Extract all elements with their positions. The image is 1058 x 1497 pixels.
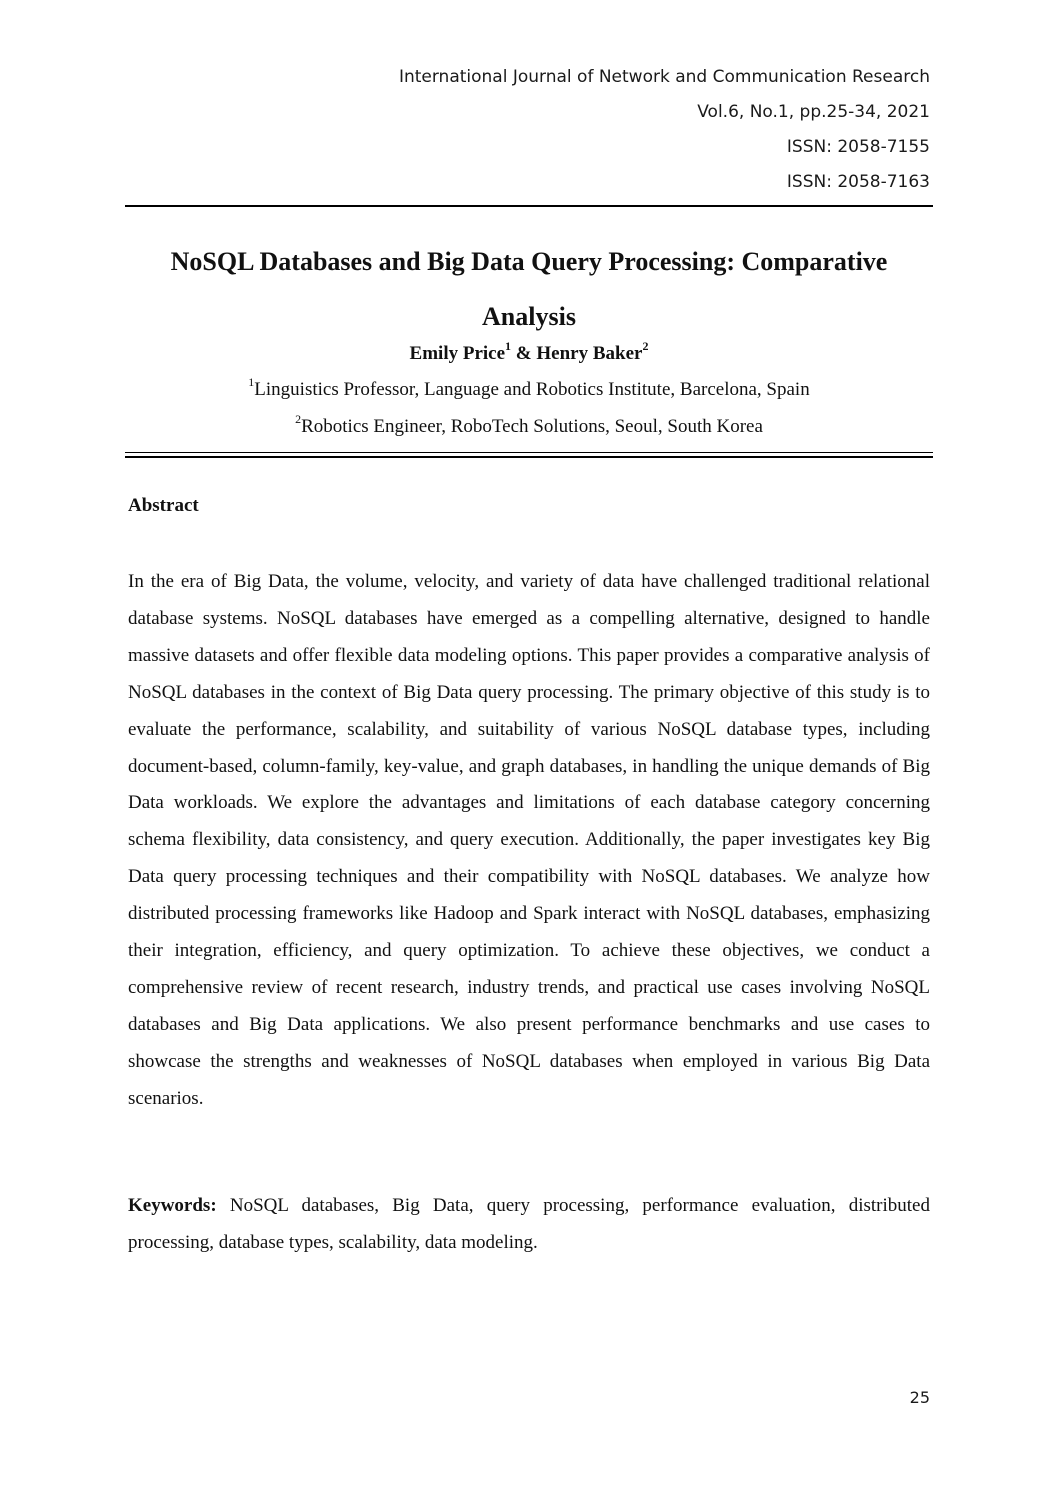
paper-title: NoSQL Databases and Big Data Query Processing: Comparative Analysis <box>170 247 888 331</box>
journal-issn-online: ISSN: 2058-7163 <box>786 172 930 192</box>
affiliation-1 <box>125 375 933 405</box>
author-affiliation-mark: 2 <box>642 338 649 353</box>
header-divider <box>125 205 933 207</box>
affiliation-mark: 2 <box>295 411 302 426</box>
journal-issn-print: ISSN: 2058-7155 <box>786 137 930 157</box>
journal-volume: Vol.6, No.1, pp.25-34, 2021 <box>697 102 930 122</box>
affiliation-mark: 1 <box>248 374 255 389</box>
title-block-divider <box>125 452 933 458</box>
keywords-label: Keywords: <box>128 1195 217 1216</box>
author-line <box>125 339 933 369</box>
journal-name: International Journal of Network and Communication Research <box>398 67 930 87</box>
page-number: 25 <box>909 1388 930 1407</box>
affiliation-text: Linguistics Professor, Language and Robotics Institute, Barcelona, Spain <box>254 379 810 400</box>
author-name: Henry Baker <box>536 343 643 364</box>
abstract-body: In the era of Big Data, the volume, velocity, and variety of data have challenged traditional relational database systems. NoSQL databases have emerged as a compelling alternative, designed to handle massive datasets and offer flexible data modeling options. This paper provides a comparative analysis of NoSQL databases in the context of Big Data query processing. The primary objective of this study is to evaluate the performance, scalability, and suitability of various NoSQL database types, including document-based, column-family, key-value, and graph databases, in handling the unique demands of Big Data workloads. We explore the advantages and limitations of each database category concerning schema flexibility, data consistency, and query execution. Additionally, the paper investigates key Big Data query processing techniques and their compatibility with NoSQL databases. We analyze how distributed processing frameworks like Hadoop and Spark interact with NoSQL databases, emphasizing their integration, efficiency, and query optimization. To achieve these objectives, we conduct a comprehensive review of recent research, industry trends, and practical use cases involving NoSQL databases and Big Data applications. We also present performance benchmarks and use cases to showcase the strengths and weaknesses of NoSQL databases when employed in various Big Data scenarios. <box>128 571 930 1109</box>
author-name: Emily Price <box>409 343 506 364</box>
keywords-text: NoSQL databases, Big Data, query processing, performance evaluation, distributed processing, database types, scalability, data modeling. <box>128 1195 930 1253</box>
author-separator: & <box>511 343 537 364</box>
journal-header <box>399 60 930 200</box>
abstract-heading: Abstract <box>128 495 199 516</box>
affiliation-text: Robotics Engineer, RoboTech Solutions, Seoul, South Korea <box>301 416 763 437</box>
affiliation-2 <box>125 412 933 442</box>
keywords-paragraph <box>128 1188 930 1262</box>
author-affiliation-mark: 1 <box>505 338 512 353</box>
